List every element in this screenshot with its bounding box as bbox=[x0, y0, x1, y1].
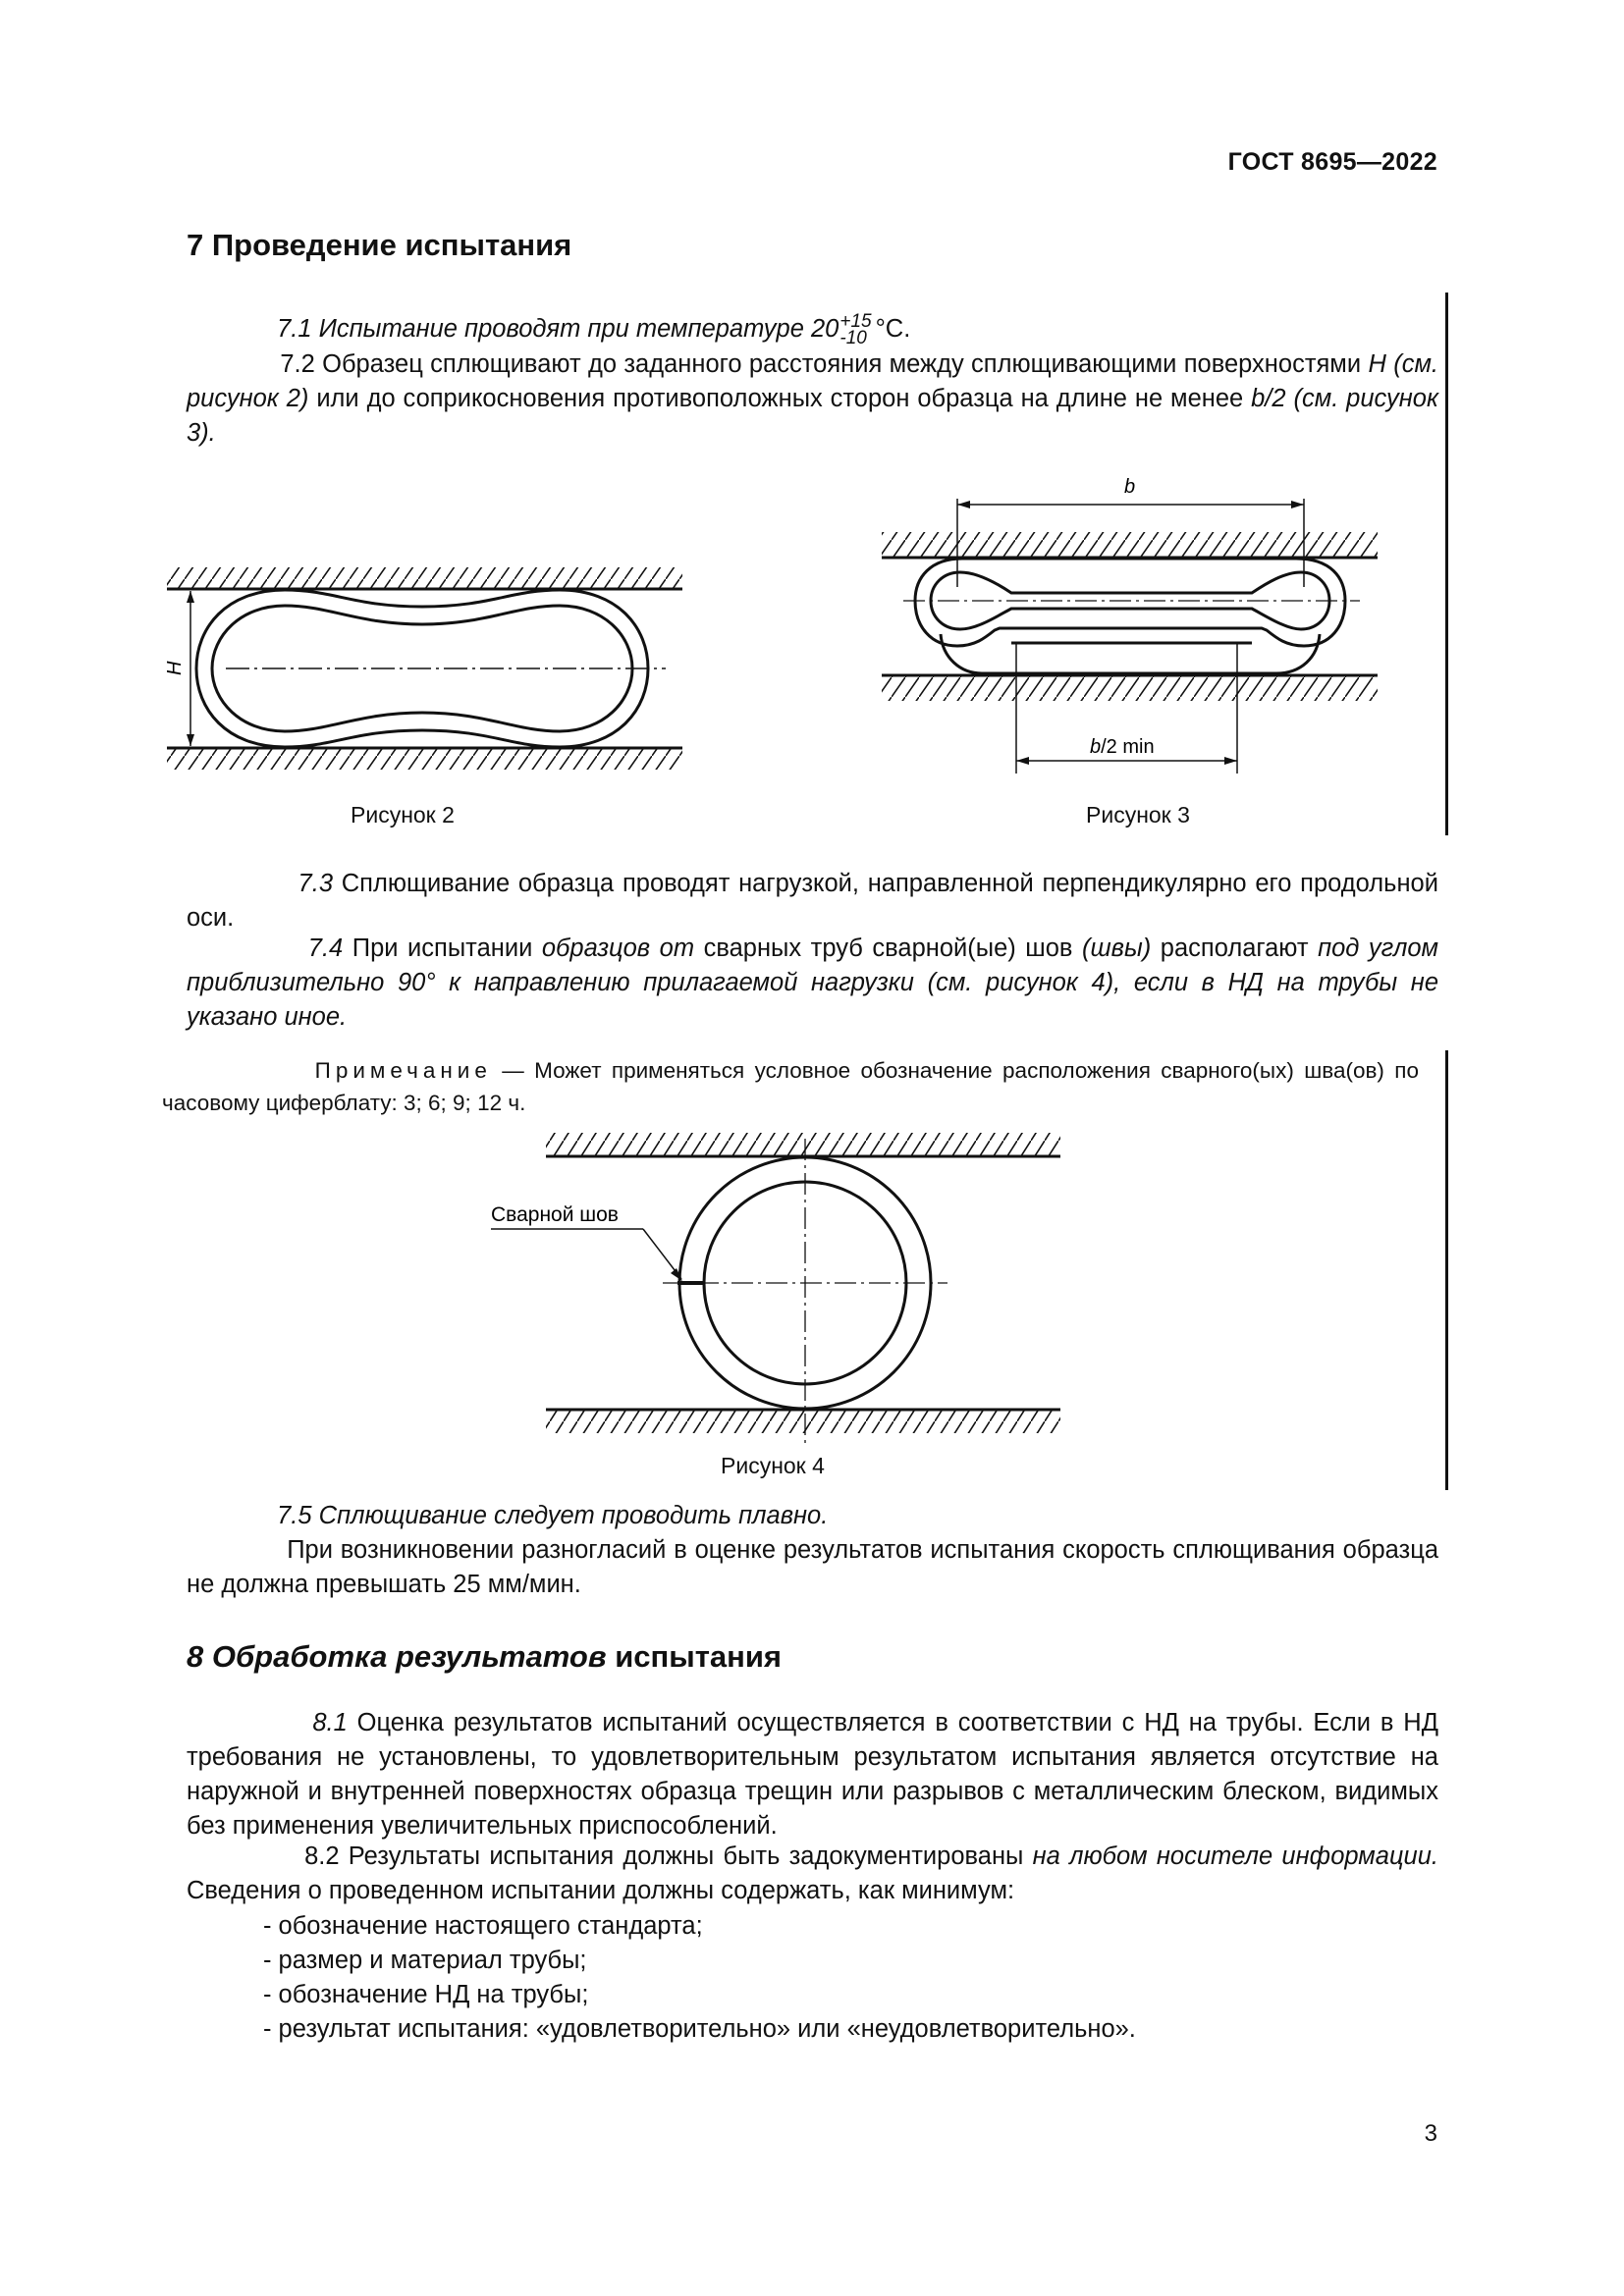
fig3-label-b2-sym: b bbox=[1090, 736, 1102, 758]
p74-t3: сварных труб сварной(ые) шов bbox=[703, 934, 1073, 962]
list-item-text: - результат испытания: «удовлетворительно» или «неудовлетворительно». bbox=[262, 2015, 1136, 2043]
fig3-bottom-hatch bbox=[882, 675, 1378, 701]
p74-t2: образцов от bbox=[541, 934, 695, 962]
p72-text-a: Образец сплющивают до заданного расстояния между сплющивающими поверхностями bbox=[322, 350, 1362, 378]
p74-t1: При испытании bbox=[352, 934, 533, 962]
p74-t4: (швы) bbox=[1082, 934, 1152, 962]
note-label: Примечание bbox=[314, 1058, 492, 1083]
fig3-outer-bottom bbox=[941, 634, 1320, 673]
change-bar-2 bbox=[1445, 1050, 1448, 1490]
p82-text-a: Результаты испытания должны быть задокументированы bbox=[348, 1842, 1024, 1870]
list-item bbox=[187, 2012, 1136, 2047]
p72-num: 7.2 bbox=[280, 350, 315, 378]
paragraph-7-3 bbox=[187, 867, 1438, 935]
p71-unit: °С. bbox=[875, 315, 911, 343]
change-bar-1 bbox=[1445, 293, 1448, 835]
paragraph-7-5 bbox=[187, 1499, 1438, 1602]
fig3-label-b2-rest: /2 min bbox=[1101, 736, 1155, 758]
p71-tol-down: -10 bbox=[839, 328, 867, 349]
p71-tol-up: +15 bbox=[839, 311, 872, 333]
p75-text2: При возникновении разногласий в оценке результатов испытания скорость сплющивания образца не должна превышать 25 мм/мин. bbox=[187, 1536, 1439, 1598]
fig2-label-h: H bbox=[164, 661, 186, 675]
p72-ref-a: (см. рисунок 2) bbox=[187, 350, 1439, 412]
p82-text-b: Сведения о проведенном испытании должны содержать, как минимум: bbox=[187, 1877, 1015, 1904]
list-item-text: - обозначение НД на трубы; bbox=[262, 1981, 589, 2008]
paragraph-7-1 bbox=[187, 312, 1438, 347]
fig3-caption: Рисунок 3 bbox=[1086, 802, 1190, 828]
s8-title-num: 8 bbox=[187, 1639, 204, 1674]
note bbox=[162, 1054, 1419, 1119]
fig2-caption: Рисунок 2 bbox=[351, 802, 455, 828]
figure-4 bbox=[481, 1119, 1090, 1453]
p82-text-it: на любом носителе информации. bbox=[1032, 1842, 1438, 1870]
p71-num: 7.1 bbox=[277, 315, 312, 343]
fig4-label-weld: Сварной шов bbox=[491, 1203, 619, 1226]
fig3-top-hatch bbox=[882, 532, 1378, 558]
p82-num: 8.2 bbox=[304, 1842, 340, 1870]
fig4-bottom-hatch bbox=[546, 1410, 1060, 1433]
p81-text: Оценка результатов испытаний осуществляется в соответствии с НД на трубы. Если в НД требования не установлены, то удовлетворительным результатом испытания является отсутствие на наружной и внутренней поверхностях образца трещин или разрывов с металлическим блеском, видимых без применения увеличительных приспособлений. bbox=[187, 1709, 1438, 1840]
p81-num: 8.1 bbox=[312, 1709, 348, 1736]
p75-num: 7.5 bbox=[277, 1502, 312, 1529]
paragraph-8-1 bbox=[187, 1706, 1438, 1843]
paragraph-7-2 bbox=[187, 347, 1438, 451]
list-item bbox=[187, 1978, 588, 2012]
page-number: 3 bbox=[1424, 2120, 1437, 2147]
p73-num: 7.3 bbox=[298, 870, 333, 897]
s8-title-rest: испытания bbox=[615, 1639, 783, 1674]
list-item bbox=[187, 1909, 703, 1944]
note-text: — Может применяться условное обозначение расположения сварного(ых) шва(ов) по часовому циферблату: 3; 6; 9; 12 ч. bbox=[162, 1058, 1419, 1115]
p72-b: b/2 bbox=[1251, 385, 1286, 412]
list-item bbox=[187, 1944, 587, 1978]
paragraph-7-4 bbox=[187, 932, 1438, 1035]
fig4-caption: Рисунок 4 bbox=[721, 1453, 825, 1478]
p74-t6: под углом приблизительно 90° к направлению прилагаемой нагрузки (см. рисунок 4), если в НД на трубы не указано иное. bbox=[187, 934, 1439, 1031]
paragraph-8-2 bbox=[187, 1840, 1438, 1908]
p72-text-b: или до соприкосновения противоположных сторон образца на длине не менее bbox=[316, 385, 1244, 412]
p72-ref-b: (см. рисунок 3). bbox=[187, 385, 1439, 447]
doc-code: ГОСТ 8695—2022 bbox=[1227, 148, 1437, 176]
p72-h: H bbox=[1368, 350, 1386, 378]
p71-tolerance bbox=[839, 313, 871, 347]
p73-text: Сплющивание образца проводят нагрузкой, направленной перпендикулярно его продольной оси. bbox=[187, 870, 1438, 932]
figure-2 bbox=[157, 560, 707, 756]
section-8-title bbox=[187, 1639, 782, 1675]
list-item-text: - размер и материал трубы; bbox=[262, 1947, 587, 1974]
list-item-text: - обозначение настоящего стандарта; bbox=[262, 1912, 703, 1940]
section-7-title: 7 Проведение испытания bbox=[187, 228, 572, 262]
p71-temp: 20 bbox=[811, 315, 839, 343]
p74-t5: располагают bbox=[1160, 934, 1309, 962]
fig3-label-b2 bbox=[1090, 736, 1155, 758]
figure-3 bbox=[864, 461, 1394, 775]
fig2-bottom-hatch bbox=[167, 748, 682, 770]
fig3-label-b: b bbox=[1124, 476, 1136, 498]
fig2-top-hatch bbox=[167, 567, 682, 589]
fig3-outer-contour bbox=[915, 559, 1345, 646]
s8-title-it: Обработка результатов bbox=[211, 1639, 607, 1674]
p74-num: 7.4 bbox=[307, 934, 344, 962]
p75-text: Сплющивание следует проводить плавно. bbox=[318, 1502, 829, 1529]
p71-text: Испытание проводят при температуре bbox=[318, 315, 804, 343]
fig4-top-hatch bbox=[546, 1133, 1060, 1156]
